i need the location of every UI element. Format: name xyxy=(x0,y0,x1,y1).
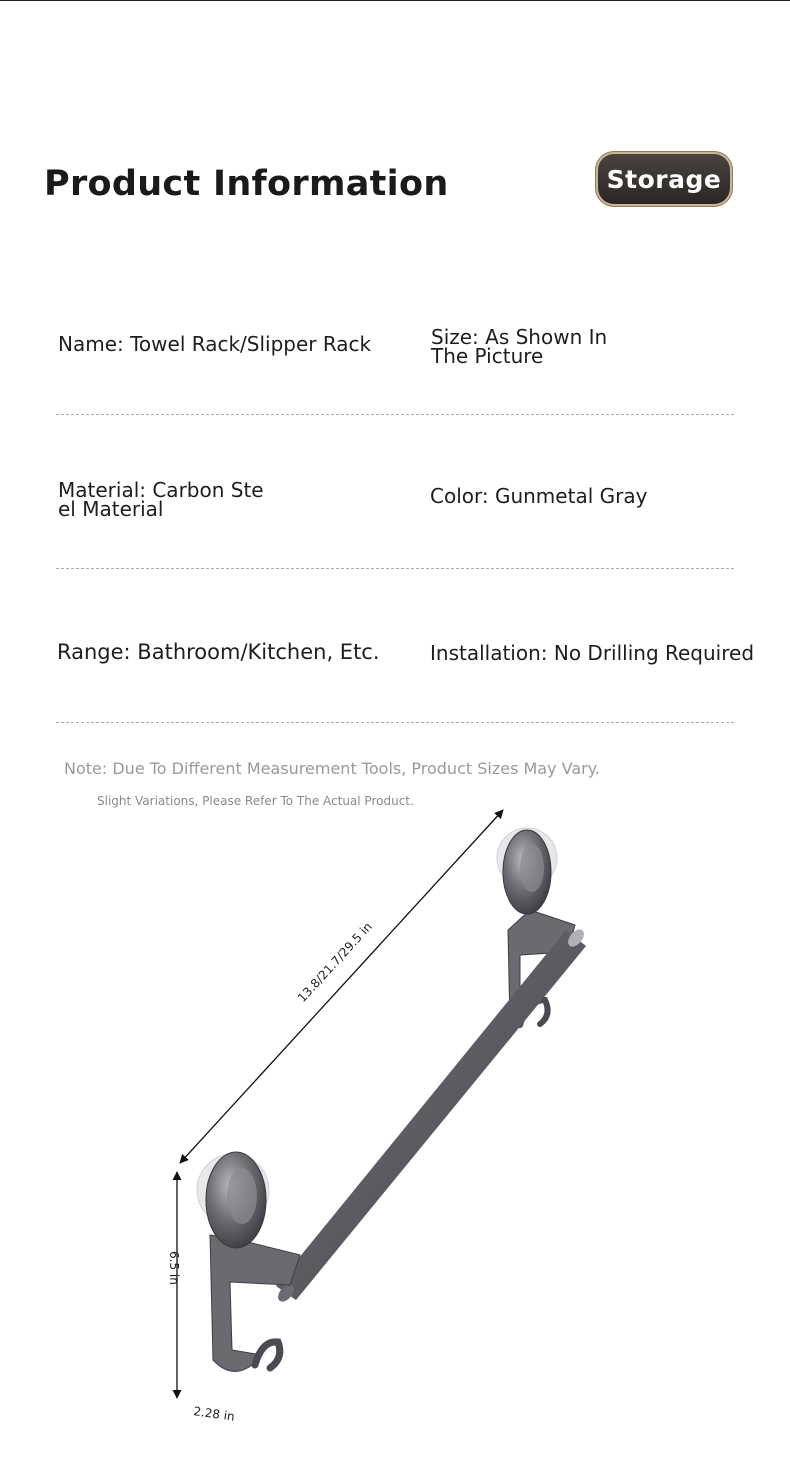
height-label: 6.5 in xyxy=(167,1251,181,1285)
length-arrow xyxy=(180,810,503,1163)
spec-size: Size: As Shown In The Picture xyxy=(431,325,608,368)
spec-material: Material: Carbon Ste el Material xyxy=(58,478,264,521)
storage-badge xyxy=(598,154,730,204)
note-measurement: Note: Due To Different Measurement Tools, Product Sizes May Vary. xyxy=(64,759,601,778)
spec-color: Color: Gunmetal Gray xyxy=(430,484,648,508)
note-variation: Slight Variations, Please Refer To The Actual Product. xyxy=(97,794,414,808)
spec-range: Range: Bathroom/Kitchen, Etc. xyxy=(57,640,380,664)
towel-rack-illustration xyxy=(0,800,790,1465)
spec-name: Name: Towel Rack/Slipper Rack xyxy=(58,332,372,356)
length-label: 13.8/21.7/29.5 in xyxy=(294,919,375,1006)
divider xyxy=(56,414,734,415)
divider xyxy=(56,568,734,569)
badge-label: Storage xyxy=(606,164,722,194)
spec-installation: Installation: No Drilling Required xyxy=(430,641,755,665)
depth-label: 2.28 in xyxy=(192,1404,236,1424)
bottom-mount xyxy=(197,1152,300,1371)
page-title: Product Information xyxy=(44,164,449,204)
top-border-line xyxy=(0,0,790,1)
divider xyxy=(56,722,734,723)
